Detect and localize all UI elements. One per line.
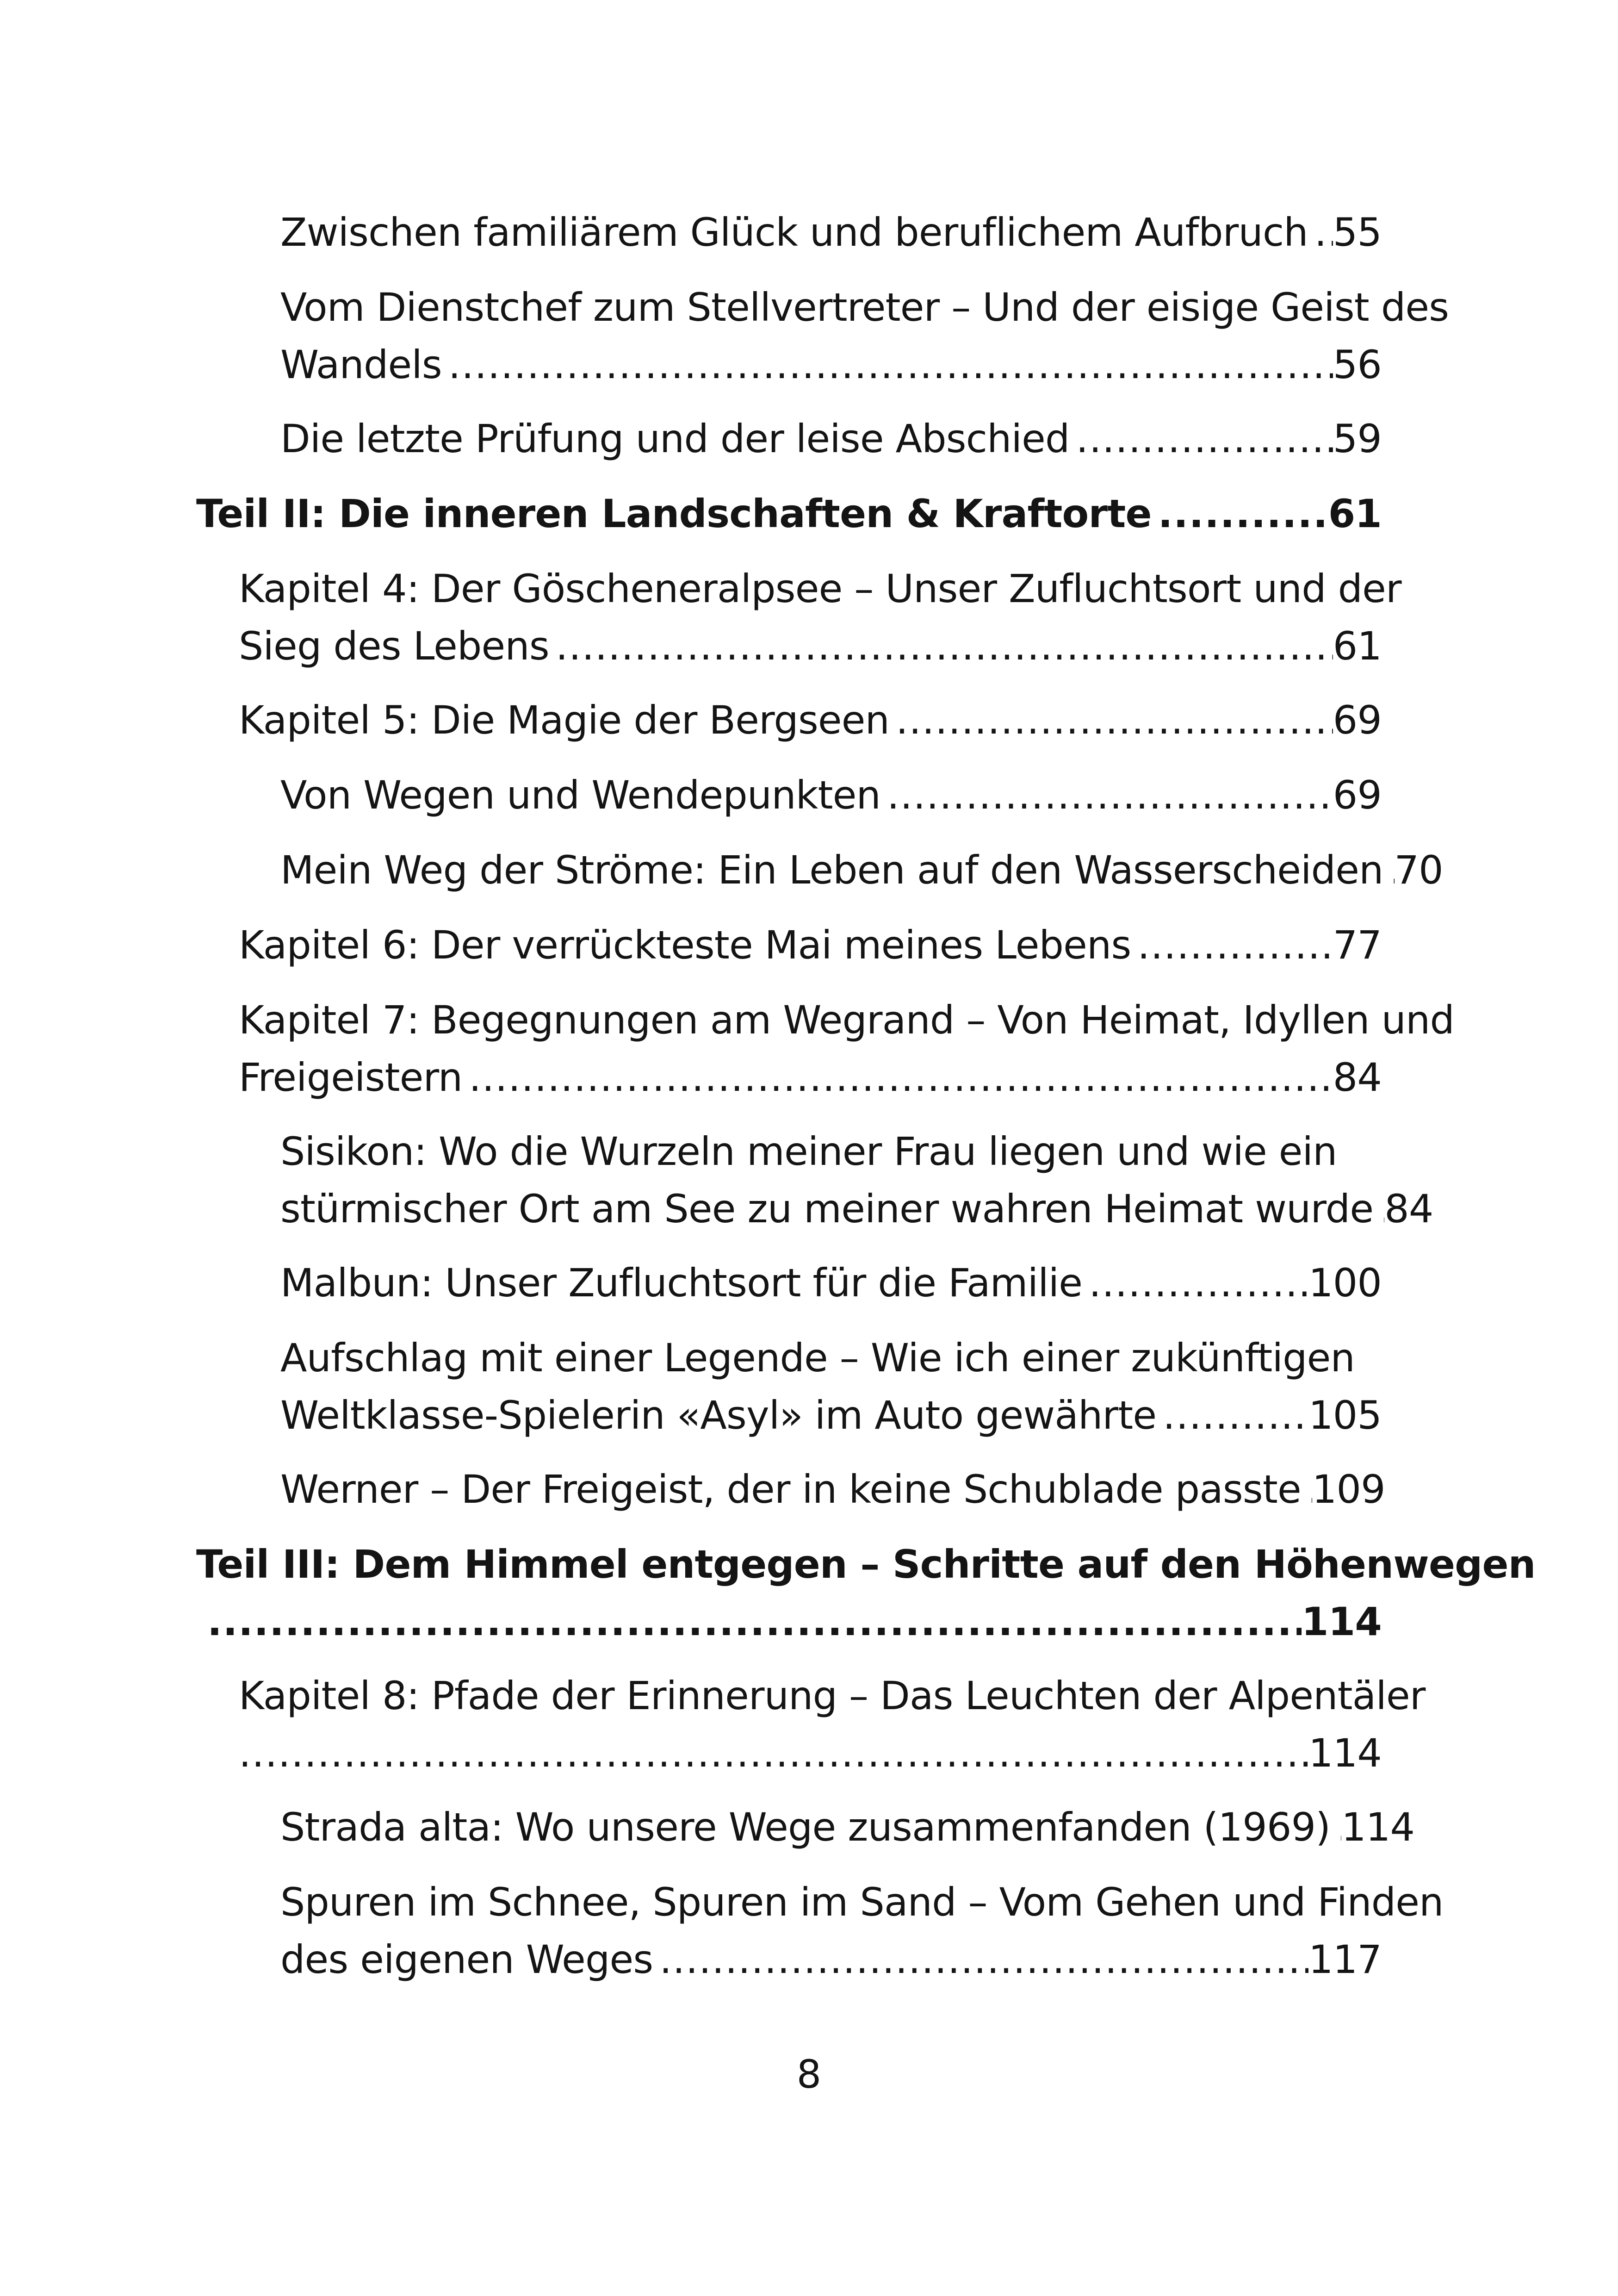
toc-entry-chapter — [239, 560, 1401, 675]
toc-page-number: 69 — [1333, 697, 1382, 743]
toc-entry-chapter — [239, 916, 1382, 974]
toc-entry-title: Kapitel 4: Der Göscheneralpsee – Unser Zufluchtsort und der — [239, 566, 1401, 611]
toc-entry-title: Strada alta: Wo unsere Wege zusammenfanden (1969) — [280, 1804, 1331, 1850]
toc-line — [280, 766, 1382, 824]
toc-page-number: 114 — [1341, 1804, 1415, 1850]
toc-entry-section — [280, 1329, 1382, 1444]
toc-leader-dots — [462, 1049, 1333, 1106]
toc-leader-dots — [1373, 1180, 1384, 1238]
toc-line — [280, 1123, 1382, 1180]
toc-entry-title-continued: Sieg des Lebens — [239, 623, 549, 669]
toc-entry-title: Malbun: Unser Zufluchtsort für die Familie — [280, 1260, 1083, 1306]
toc-page-number: 114 — [1302, 1599, 1382, 1644]
toc-entry-title: Aufschlag mit einer Legende – Wie ich einer zukünftigen — [280, 1335, 1355, 1381]
toc-line-continued — [196, 1593, 1382, 1650]
toc-entry-chapter — [239, 991, 1455, 1106]
toc-line — [280, 1329, 1382, 1387]
toc-line — [239, 1667, 1426, 1724]
toc-page-number: 56 — [1333, 342, 1382, 387]
toc-entry-section — [280, 766, 1382, 824]
toc-entry-section — [280, 410, 1382, 467]
toc-entry-title-continued: Wandels — [280, 342, 442, 387]
toc-entry-title: Werner – Der Freigeist, der in keine Schublade passte — [280, 1467, 1301, 1512]
toc-line-continued — [280, 1387, 1382, 1444]
toc-entry-title: Teil II: Die inneren Landschaften & Kraftorte — [196, 491, 1152, 536]
toc-entry-section — [280, 1461, 1385, 1518]
toc-line — [280, 279, 1449, 336]
toc-entry-title: Kapitel 6: Der verrückteste Mai meines Lebens — [239, 922, 1131, 968]
toc-entry-title-continued: Freigeistern — [239, 1055, 463, 1100]
toc-entry-title-continued: stürmischer Ort am See zu meiner wahren Heimat wurde — [280, 1186, 1374, 1232]
toc-page-number: 84 — [1384, 1186, 1433, 1232]
toc-line — [280, 1798, 1415, 1856]
toc-entry-title: Spuren im Schnee, Spuren im Sand – Vom Gehen und Finden — [280, 1879, 1444, 1925]
page-number: 8 — [796, 2052, 822, 2097]
toc-line-continued — [280, 1180, 1433, 1238]
toc-leader-dots — [1330, 1798, 1341, 1856]
toc-entry-title: Die letzte Prüfung und der leise Abschied — [280, 416, 1070, 461]
toc-leader-dots — [1152, 485, 1328, 542]
toc-entry-title: Von Wegen und Wendepunkten — [280, 772, 881, 818]
toc-entry-chapter — [239, 691, 1382, 749]
toc-entry-title: Kapitel 8: Pfade der Erinnerung – Das Leuchten der Alpentäler — [239, 1673, 1426, 1718]
toc-leader-dots — [653, 1931, 1308, 1988]
toc-line-continued — [239, 617, 1382, 675]
toc-line — [280, 1254, 1382, 1312]
toc-leader-dots — [1131, 916, 1333, 974]
toc-page-number: 69 — [1333, 772, 1382, 818]
toc-entry-title-continued: des eigenen Weges — [280, 1937, 653, 1982]
toc-page-number: 109 — [1312, 1467, 1385, 1512]
toc-page-number: 105 — [1308, 1393, 1382, 1438]
toc-entry-part — [196, 1536, 1536, 1650]
toc-leader-dots — [196, 1593, 1302, 1650]
toc-line — [239, 916, 1382, 974]
toc-line — [196, 485, 1382, 542]
toc-line — [239, 560, 1401, 617]
toc-entry-title: Teil III: Dem Himmel entgegen – Schritte auf den Höhenwegen — [196, 1542, 1536, 1587]
toc-leader-dots — [889, 691, 1333, 749]
toc-leader-dots — [1308, 204, 1333, 261]
toc-leader-dots — [880, 766, 1333, 824]
toc-entry-section — [280, 1254, 1382, 1312]
toc-page-number: 84 — [1333, 1055, 1382, 1100]
toc-line-continued — [239, 1049, 1382, 1106]
toc-entry-title: Zwischen familiärem Glück und beruflichem Aufbruch — [280, 210, 1308, 255]
toc-line — [239, 691, 1382, 749]
toc-page-number: 114 — [1308, 1730, 1382, 1776]
toc-leader-dots — [239, 1724, 1308, 1782]
toc-line-continued — [280, 1931, 1382, 1988]
toc-entry-section — [280, 841, 1443, 899]
toc-line-continued — [239, 1724, 1382, 1782]
toc-page-number: 70 — [1394, 847, 1443, 893]
toc-entry-chapter — [239, 1667, 1426, 1782]
toc-line — [196, 1536, 1536, 1593]
toc-leader-dots — [1156, 1387, 1308, 1444]
toc-line — [280, 841, 1443, 899]
toc-page-number: 117 — [1308, 1937, 1382, 1982]
toc-entry-section — [280, 1873, 1444, 1988]
toc-line — [280, 1873, 1444, 1931]
toc-leader-dots — [1301, 1461, 1312, 1518]
toc-leader-dots — [1383, 841, 1395, 899]
toc-entry-title-continued: Weltklasse-Spielerin «Asyl» im Auto gewährte — [280, 1393, 1157, 1438]
toc-leader-dots — [442, 336, 1333, 393]
toc-entry-section — [280, 279, 1449, 393]
toc-page-number: 59 — [1333, 416, 1382, 461]
toc-entry-title: Mein Weg der Ströme: Ein Leben auf den Wasserscheiden — [280, 847, 1383, 893]
toc-entry-title: Sisikon: Wo die Wurzeln meiner Frau liegen und wie ein — [280, 1129, 1337, 1174]
toc-page-number: 77 — [1333, 922, 1382, 968]
toc-entry-section — [280, 204, 1382, 261]
toc-entry-part — [196, 485, 1382, 542]
toc-leader-dots — [1082, 1254, 1308, 1312]
toc-line — [280, 410, 1382, 467]
toc-page-number: 61 — [1328, 491, 1382, 536]
toc-page-number: 55 — [1333, 210, 1382, 255]
toc-entry-section — [280, 1123, 1433, 1238]
toc-entry-title: Kapitel 5: Die Magie der Bergseen — [239, 697, 890, 743]
toc-line — [280, 204, 1382, 261]
toc-leader-dots — [549, 617, 1333, 675]
toc-page-number: 100 — [1308, 1260, 1382, 1306]
toc-line — [239, 991, 1455, 1049]
toc-entry-section — [280, 1798, 1415, 1856]
toc-line-continued — [280, 336, 1382, 393]
toc-line — [280, 1461, 1385, 1518]
toc-page-number: 61 — [1333, 623, 1382, 669]
toc-leader-dots — [1070, 410, 1333, 467]
toc-entry-title: Vom Dienstchef zum Stellvertreter – Und der eisige Geist des — [280, 285, 1449, 330]
toc-entry-title: Kapitel 7: Begegnungen am Wegrand – Von Heimat, Idyllen und — [239, 997, 1455, 1043]
